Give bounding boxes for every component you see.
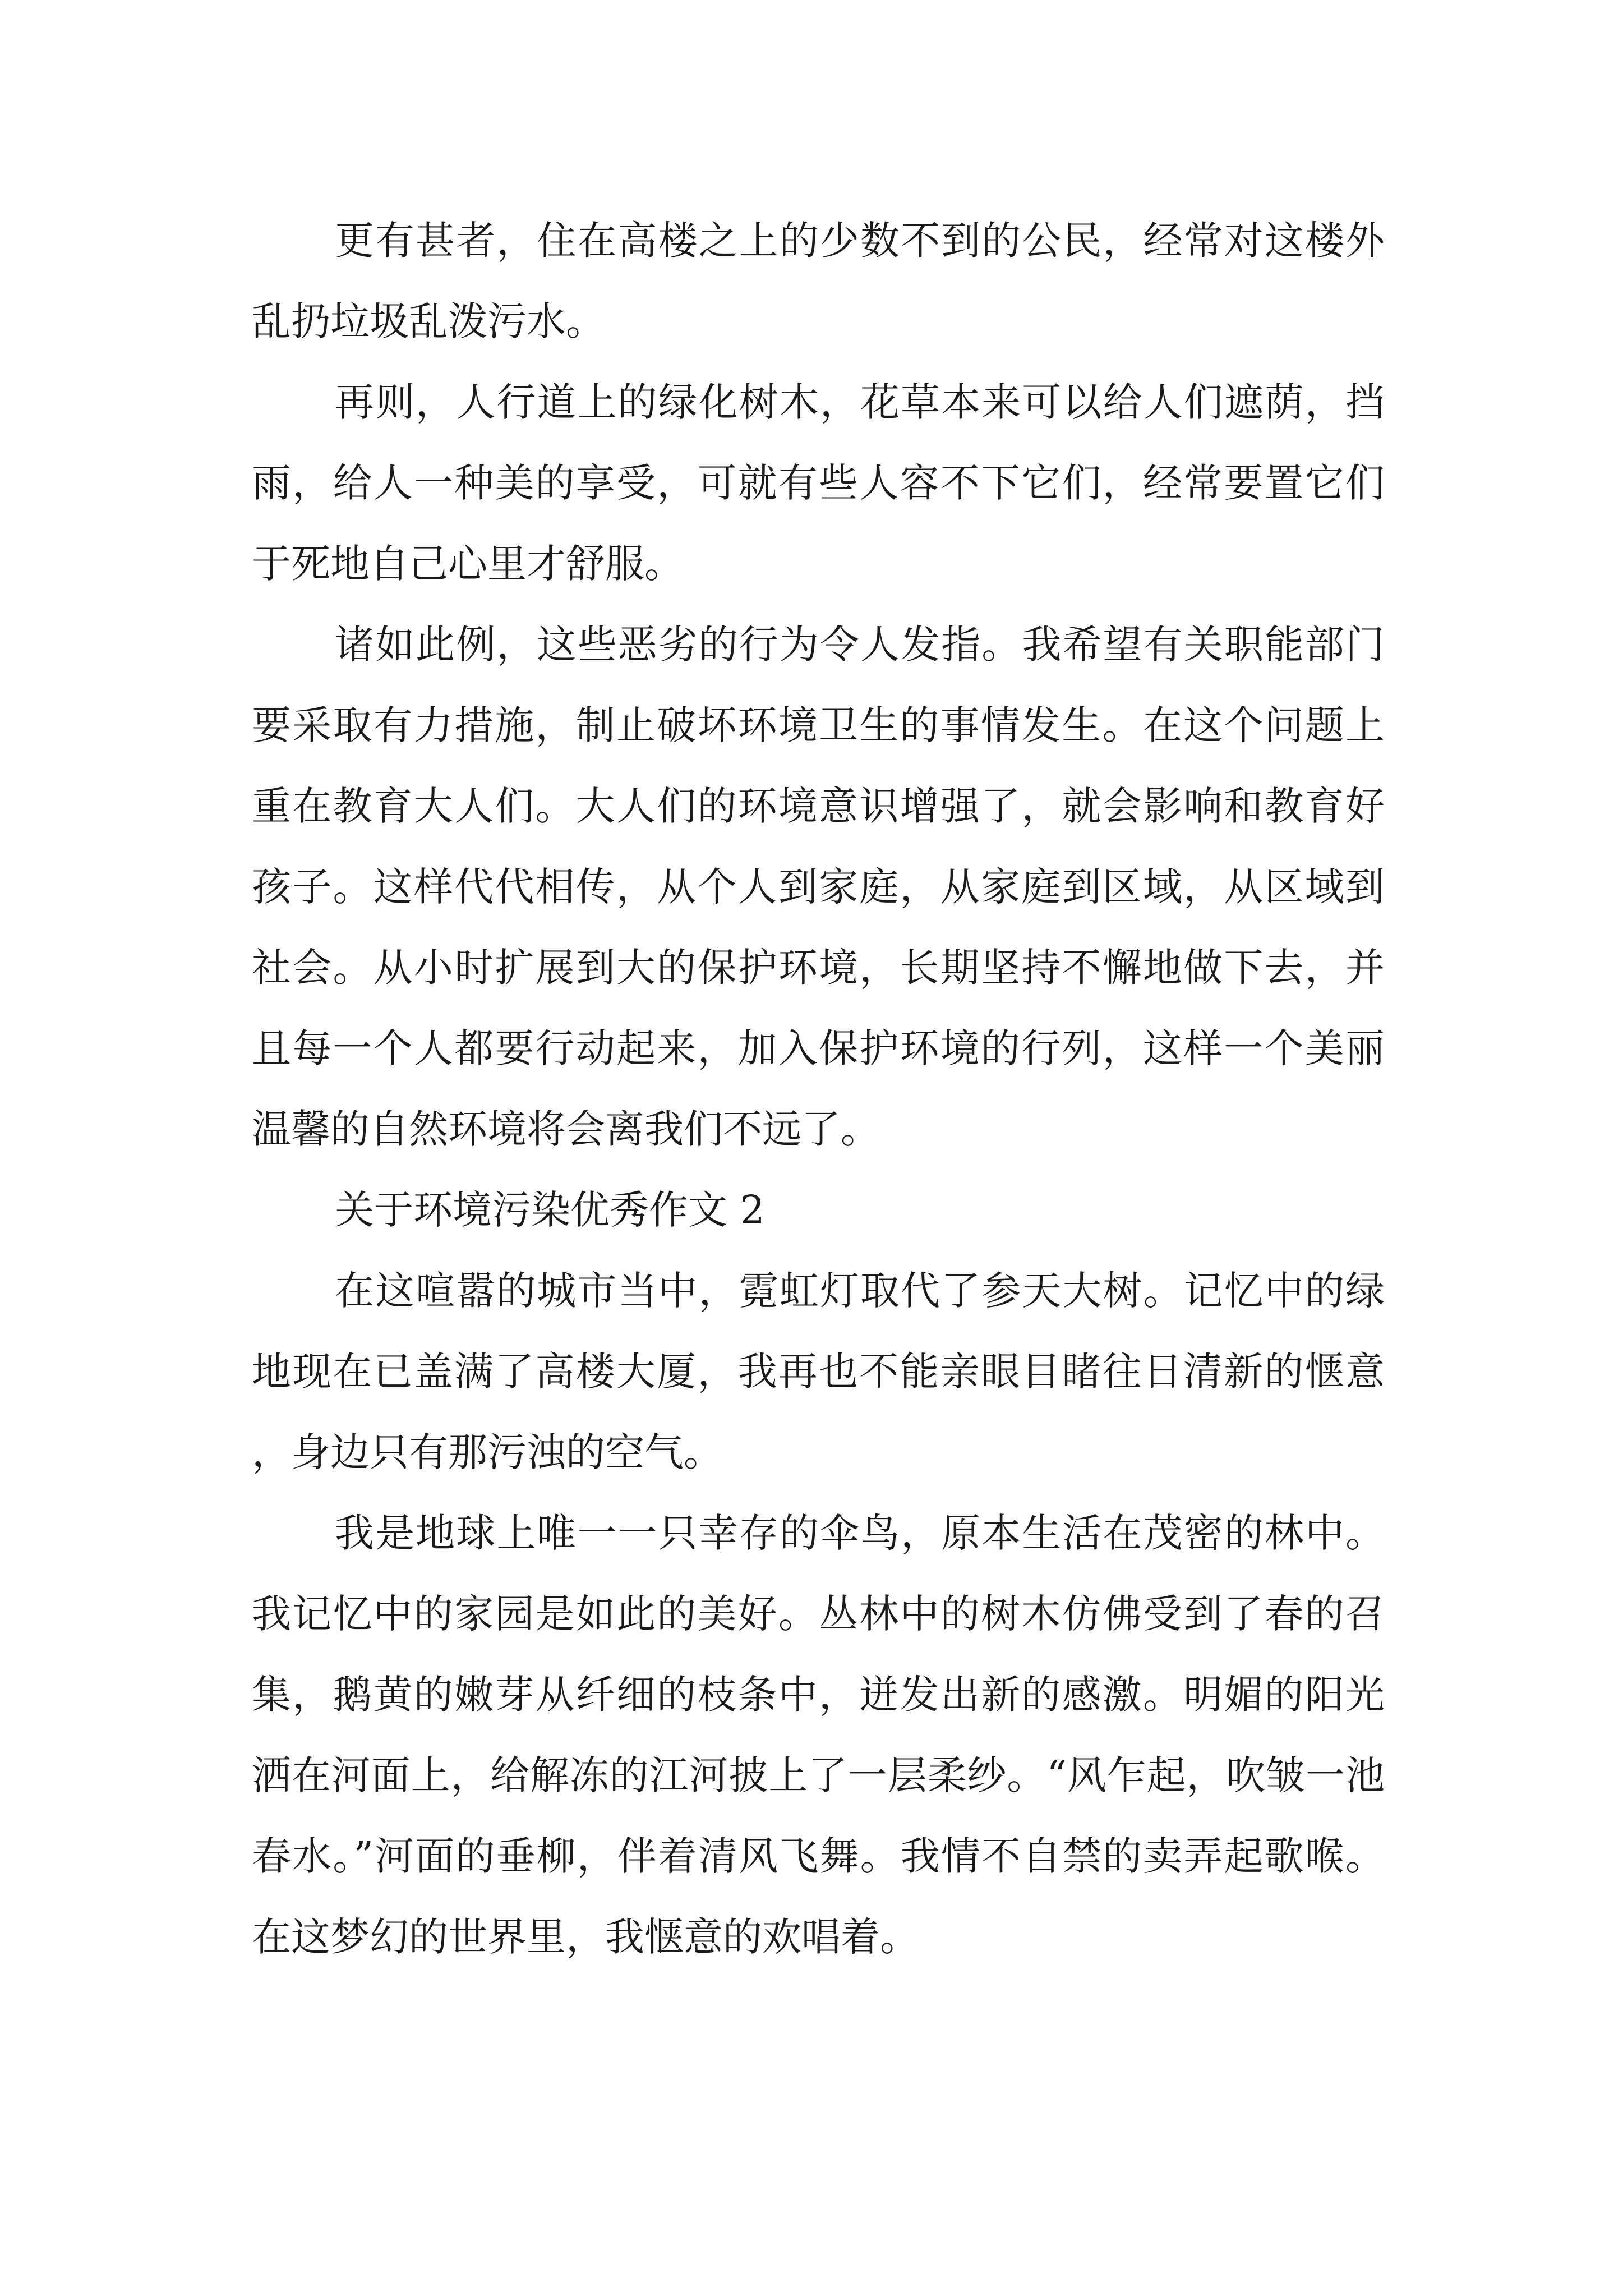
paragraph-2: 再则，人行道上的绿化树木，花草本来可以给人们遮荫，挡雨，给人一种美的享受，可就有些人容不下它们，经常要置它们于死地自己心里才舒服。 bbox=[252, 379, 1385, 587]
section-paragraph-2: 我是地球上唯一一只幸存的伞鸟，原本生活在茂密的林中。我记忆中的家园是如此的美好。丛林中的树木仿佛受到了春的召集，鹅黄的嫩芽从纤细的枝条中，迸发出新的感激。明媚的阳光洒在河面上，给解冻的江河披上了一层柔纱。“风乍起，吹皱一池春水。”河面的垂柳，伴着清风飞舞。我情不自禁的卖弄起歌喉。在这梦幻的世界里，我惬意的欢唱着。 bbox=[252, 1510, 1385, 1960]
section-paragraph-1: 在这喧嚣的城市当中，霓虹灯取代了参天大树。记忆中的绿地现在已盖满了高楼大厦，我再也不能亲眼目睹往日清新的惬意，身边只有那污浊的空气。 bbox=[252, 1268, 1385, 1475]
paragraph-3: 诸如此例，这些恶劣的行为令人发指。我希望有关职能部门要采取有力措施，制止破坏环境卫生的事情发生。在这个问题上重在教育大人们。大人们的环境意识增强了，就会影响和教育好孩子。这样代代相传，从个人到家庭，从家庭到区域，从区域到社会。从小时扩展到大的保护环境，长期坚持不懈地做下去，并且每一个人都要行动起来，加入保护环境的行列，这样一个美丽温馨的自然环境将会离我们不远了。 bbox=[252, 622, 1385, 1152]
paragraph-1: 更有甚者，住在高楼之上的少数不到的公民，经常对这楼外乱扔垃圾乱泼污水。 bbox=[252, 218, 1385, 344]
essay-body bbox=[252, 200, 1385, 1977]
section-title: 关于环境污染优秀作文 2 bbox=[335, 1187, 765, 1233]
